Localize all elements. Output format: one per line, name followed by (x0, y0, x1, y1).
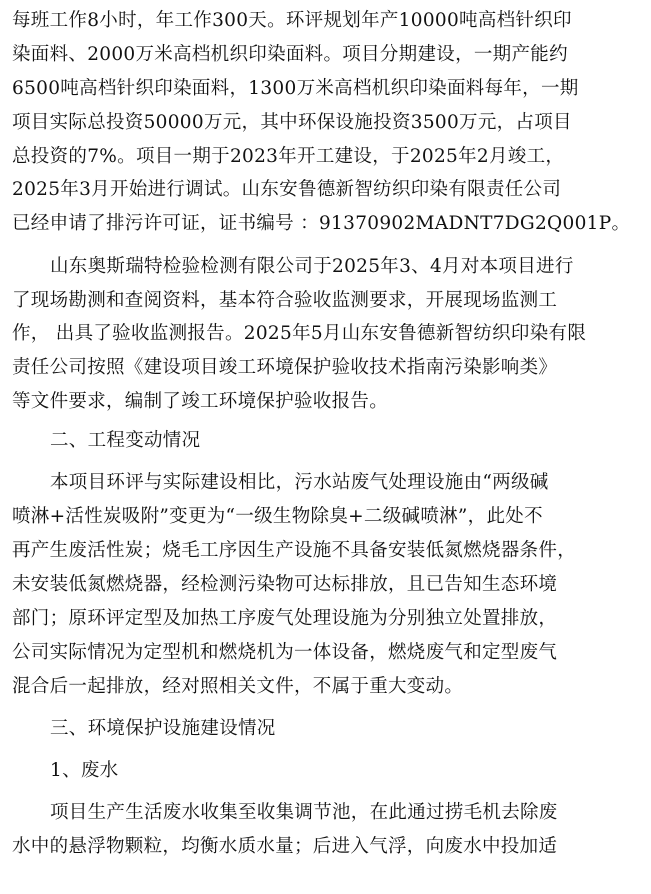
paragraph-4-line-5: 部门；原环评定型及加热工序废气处理设施为分别独立处置排放， (12, 608, 558, 629)
paragraph-2-line-3: 作， 出具了验收监测报告。2025年5月山东安鲁德新智纺织印染有限 (12, 323, 587, 344)
paragraph-4-line-4: 未安装低氮燃烧器，经检测污染物可达标排放，且已告知生态环境 (12, 574, 558, 595)
paragraph-1-line-3: 6500吨高档针织印染面料，1300万米高档机织印染面料每年，一期 (12, 78, 579, 99)
paragraph-2-line-2: 了现场勘测和查阅资料，基本符合验收监测要求，开展现场监测工 (12, 290, 558, 311)
paragraph-1-line-5: 总投资的7%。项目一期于2023年开工建设，于2025年2月竣工， (12, 146, 565, 167)
paragraph-1-line-4: 项目实际总投资50000万元，其中环保设施投资3500万元，占项目 (12, 112, 572, 133)
paragraph-1-line-7: 已经申请了排污许可证，证书编号 ：91370902MADNT7DG2Q001P。 (12, 213, 631, 234)
paragraph-7-line-1: 项目生产生活废水收集至收集调节池，在此通过捞毛机去除废 (50, 802, 558, 823)
paragraph-2-line-5: 等文件要求，编制了竣工环境保护验收报告。 (12, 391, 389, 412)
paragraph-5-line-1: 三、环境保护设施建设情况 (50, 718, 276, 739)
paragraph-2-line-1: 山东奥斯瑞特检验检测有限公司于2025年3、4月对本项目进行 (50, 256, 574, 277)
paragraph-3-line-1: 二、工程变动情况 (50, 430, 201, 451)
paragraph-1-line-1: 每班工作8小时，年工作300天。环评规划年产10000吨高档针织印 (12, 10, 572, 31)
paragraph-7-line-2: 水中的悬浮物颗粒，均衡水质水量；后进入气浮，向废水中投加适 (12, 836, 558, 857)
paragraph-1-line-2: 染面料、2000万米高档机织印染面料。项目分期建设，一期产能约 (12, 44, 568, 65)
paragraph-4-line-3: 再产生废活性炭；烧毛工序因生产设施不具备安装低氮燃烧器条件， (12, 540, 577, 561)
paragraph-4-line-6: 公司实际情况为定型机和燃烧机为一体设备，燃烧废气和定型废气 (12, 642, 558, 663)
paragraph-4-line-7: 混合后一起排放，经对照相关文件，不属于重大变动。 (12, 676, 464, 697)
paragraph-2-line-4: 责任公司按照《建设项目竣工环境保护验收技术指南污染影响类》 (12, 357, 558, 378)
paragraph-4-line-2: 喷淋+活性炭吸附”变更为“一级生物除臭+二级碱喷淋”，此处不 (12, 506, 543, 527)
paragraph-4-line-1: 本项目环评与实际建设相比，污水站废气处理设施由“两级碱 (50, 472, 549, 493)
paragraph-1-line-6: 2025年3月开始进行调试。山东安鲁德新智纺织印染有限责任公司 (12, 179, 562, 200)
paragraph-6-line-1: 1、废水 (50, 760, 119, 781)
